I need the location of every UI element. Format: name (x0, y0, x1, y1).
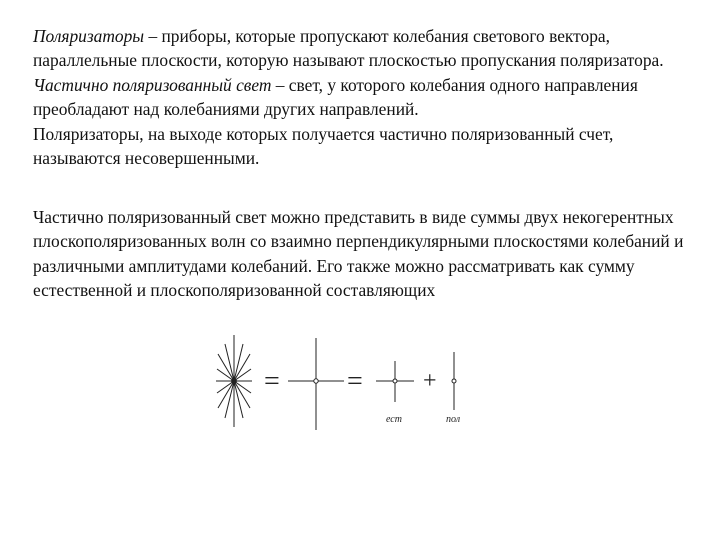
imperfect-polarizers-text: Поляризаторы, на выходе которых получается частично поляризованный счет, называются несовершенными. (33, 123, 614, 169)
partial-light-definition-text: – свет, у которого колебания одного направления преобладают над колебаниями других направлений. (33, 74, 638, 120)
polarization-decomposition-diagram (196, 330, 486, 440)
term-partially-polarized-light: Частично поляризованный свет (33, 74, 272, 95)
partial-light-definition (33, 73, 705, 122)
polarizer-definition (33, 24, 705, 73)
term-polarizers: Поляризаторы (33, 26, 145, 46)
label-polarized: пол (446, 414, 461, 425)
partially-polarized-starburst (216, 335, 252, 427)
definitions-block (33, 24, 705, 170)
decomposition-block (33, 205, 705, 303)
natural-component-cross (376, 361, 414, 402)
plus-sign: + (423, 368, 437, 394)
polarized-component-line (452, 352, 456, 410)
polarizer-definition-text: – приборы, которые пропускают колебания светового вектора, параллельные плоскости, которую называют плоскостью пропускания поляризатора. (33, 26, 664, 71)
label-natural: ест (386, 414, 402, 425)
equals-sign-2: = (347, 366, 363, 397)
equals-sign-1: = (264, 366, 280, 397)
perpendicular-components-cross (288, 338, 344, 430)
decomposition-text: Частично поляризованный свет можно представить в виде суммы двух некогерентных плоскополяризованных волн со взаимно перпендикулярными плоскостями колебаний и различными амплитудами колебаний. Его также можно рассматривать как сумму естественной и плоскополяризованной составляющих (33, 207, 684, 301)
